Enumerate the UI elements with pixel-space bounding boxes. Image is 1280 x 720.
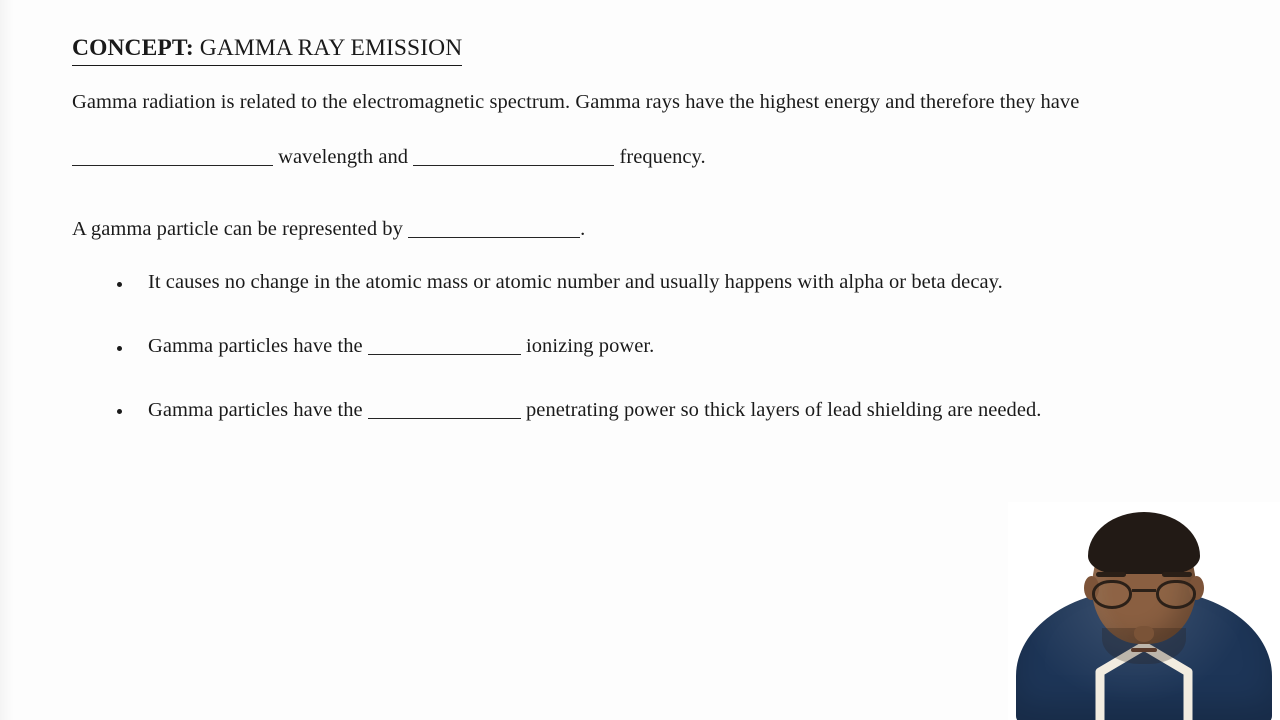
bullet-text-3-before: Gamma particles have the: [148, 398, 368, 421]
bullet-text-1: It causes no change in the atomic mass or atomic number and usually happens with alpha or beta decay.: [148, 271, 1003, 294]
glasses-bridge: [1132, 589, 1156, 592]
bullet-dot-icon: [117, 409, 122, 414]
frequency-trailing-text: frequency.: [614, 145, 706, 168]
representation-trailing-text: .: [580, 217, 586, 240]
paper-edge-shadow: [0, 0, 14, 720]
blank-penetrating-power[interactable]: [368, 402, 521, 419]
video-frame: [1008, 502, 1280, 720]
page-title-label: CONCEPT:: [72, 35, 194, 61]
blank-ionizing-power[interactable]: [368, 338, 521, 355]
list-item: [72, 333, 1212, 361]
instructor-nose: [1134, 626, 1154, 642]
instructor-brow-right: [1162, 572, 1192, 577]
instructor-hair: [1088, 512, 1200, 574]
representation-leading-text: A gamma particle can be represented by: [72, 217, 409, 240]
bullet-text-3-after: penetrating power so thick layers of lead shielding are needed.: [520, 398, 1042, 421]
bullet-text-2-before: Gamma particles have the: [148, 334, 368, 357]
blank-frequency[interactable]: [413, 149, 614, 166]
blank-wavelength[interactable]: [72, 149, 273, 166]
bullet-text-2-after: ionizing power.: [520, 334, 655, 357]
glasses-lens-left: [1092, 580, 1132, 609]
instructor-mouth: [1131, 648, 1157, 652]
glasses-icon: [1092, 580, 1196, 610]
slide-content: [72, 34, 1212, 424]
instructor-brow-left: [1096, 572, 1126, 577]
bullet-list: [72, 269, 1212, 424]
wavelength-frequency-line: [72, 143, 1212, 171]
intro-paragraph: Gamma radiation is related to the electromagnetic spectrum. Gamma rays have the highest energy and therefore they have: [72, 91, 1080, 114]
instructor-video-overlay[interactable]: [1008, 502, 1280, 720]
wavelength-connector-text: wavelength and: [273, 145, 414, 168]
representation-line: [72, 215, 1212, 243]
bullet-dot-icon: [117, 346, 122, 351]
bullet-dot-icon: [117, 282, 122, 287]
page-title: [72, 34, 462, 66]
blank-gamma-symbol[interactable]: [408, 221, 580, 238]
list-item: [72, 269, 1212, 297]
list-item: [72, 397, 1212, 425]
page-title-topic: GAMMA RAY EMISSION: [193, 35, 463, 61]
glasses-lens-right: [1156, 580, 1196, 609]
